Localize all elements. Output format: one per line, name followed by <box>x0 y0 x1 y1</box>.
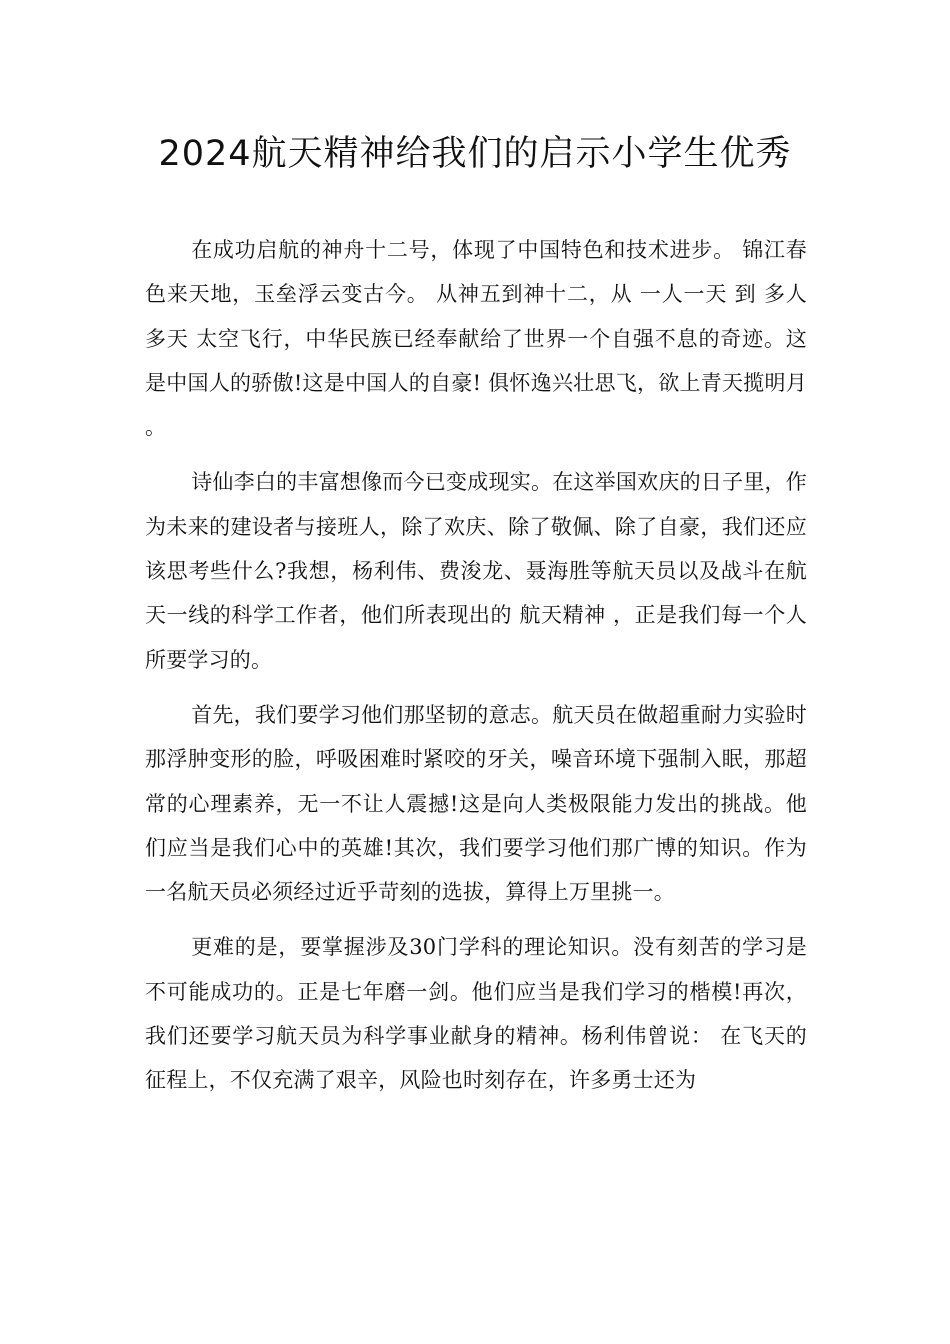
paragraph-4: 更难的是，要掌握涉及30门学科的理论知识。没有刻苦的学习是不可能成功的。正是七年磨一剑。他们应当是我们学习的楷模!再次，我们还要学习航天员为科学事业献身的精神。杨利伟曾说： 在飞天的征程上，不仅充满了艰辛，风险也时刻存在，许多勇士还为 <box>145 935 807 1093</box>
document-title: 2024航天精神给我们的启示小学生优秀 <box>158 134 792 174</box>
paragraph-2: 诗仙李白的丰富想像而今已变成现实。在这举国欢庆的日子里，作为未来的建设者与接班人，除了欢庆、除了敬佩、除了自豪，我们还应该思考些什么?我想，杨利伟、费浚龙、聂海胜等航天员以及战斗在航天一线的科学工作者，他们所表现出的 航天精神 ，正是我们每一个人所要学习的。 <box>145 470 807 672</box>
paragraph-1: 在成功启航的神舟十二号，体现了中国特色和技术进步。 锦江春色来天地，玉垒浮云变古今。 从神五到神十二，从 一人一天 到 多人多天 太空飞行，中华民族已经奉献给了世界一个自强不息的奇迹。这是中国人的骄傲!这是中国人的自豪! 俱怀逸兴壮思飞，欲上青天揽明月 。 <box>145 238 807 440</box>
paragraph-3: 首先，我们要学习他们那坚韧的意志。航天员在做超重耐力实验时那浮肿变形的脸，呼吸困难时紧咬的牙关，噪音环境下强制入眠，那超常的心理素养，无一不让人震撼!这是向人类极限能力发出的挑战。他们应当是我们心中的英雄!其次，我们要学习他们那广博的知识。作为一名航天员必须经过近乎苛刻的选拔，算得上万里挑一。 <box>145 702 807 905</box>
document-body <box>145 228 807 1114</box>
